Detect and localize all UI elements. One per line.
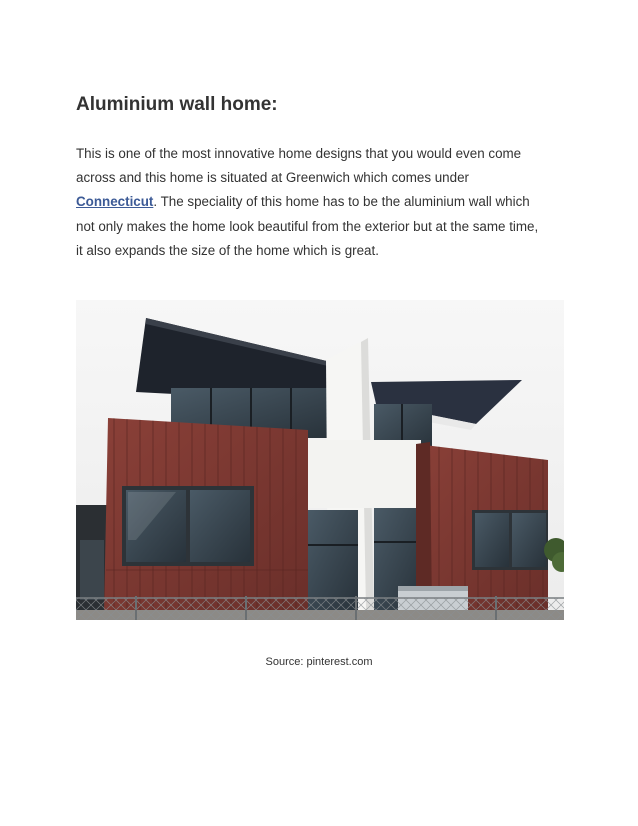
- section-heading: Aluminium wall home:: [76, 94, 278, 115]
- paragraph-line-3-text: . The speciality of this home has to be the aluminium wall which: [153, 194, 530, 210]
- paragraph-line-4: not only makes the home look beautiful from the exterior but at the same time,: [76, 218, 539, 234]
- body-paragraph: [76, 142, 576, 263]
- paragraph-line-3: [76, 190, 576, 214]
- paragraph-line-2: across and this home is situated at Greenwich which comes under: [76, 170, 469, 186]
- fence: [76, 598, 564, 620]
- middle-glazing: [308, 510, 358, 610]
- image-caption: Source: pinterest.com: [265, 656, 373, 668]
- paragraph-line-1: This is one of the most innovative home designs that you would even come: [76, 146, 522, 161]
- connecticut-link[interactable]: Connecticut: [76, 194, 154, 210]
- house-photo: [76, 300, 564, 620]
- paragraph-line-5: it also expands the size of the home which is great.: [76, 242, 379, 258]
